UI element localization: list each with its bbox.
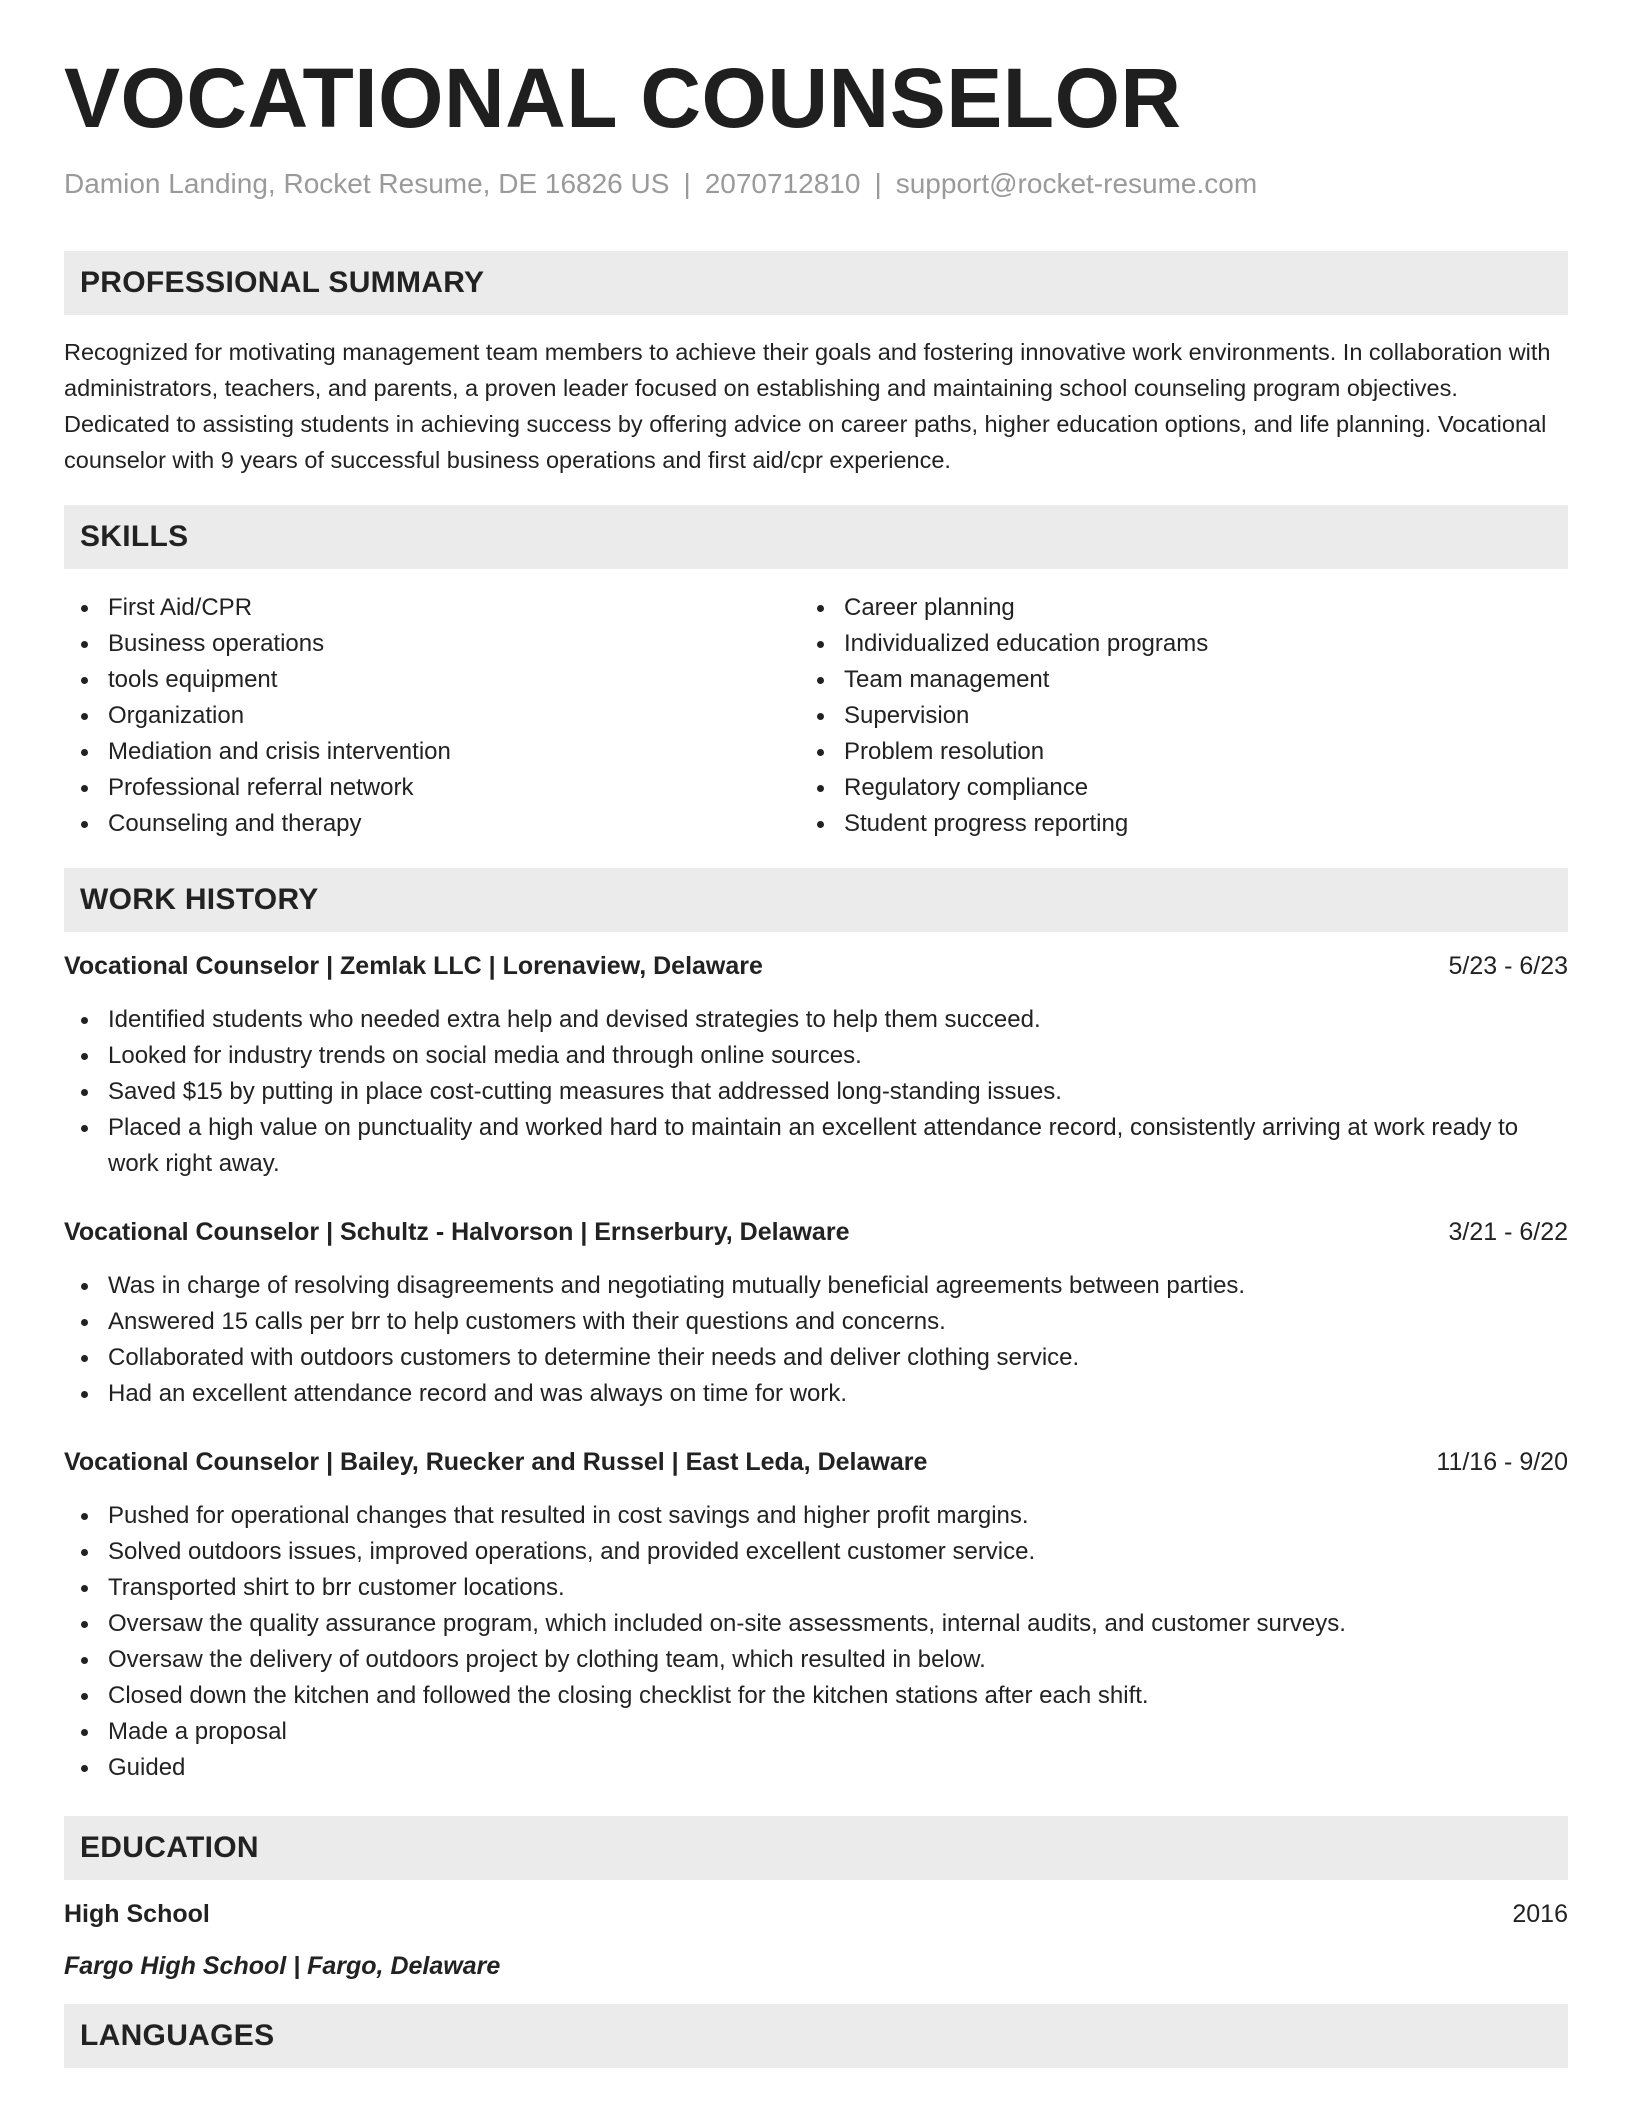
skill-item: Mediation and crisis intervention <box>64 734 804 770</box>
skill-item: Problem resolution <box>800 734 1560 770</box>
education-header <box>64 1900 1568 1929</box>
contact-phone: 2070712810 <box>704 168 861 199</box>
skills-list-right <box>800 590 1560 842</box>
job-bullet: Transported shirt to brr customer locations. <box>64 1570 1568 1606</box>
skills-section-title: SKILLS <box>80 520 189 553</box>
contact-separator: | <box>874 168 882 199</box>
job-bullet: Oversaw the delivery of outdoors project by clothing team, which resulted in below. <box>64 1642 1568 1678</box>
skill-item: Regulatory compliance <box>800 770 1560 806</box>
education-degree: High School <box>64 1900 210 1928</box>
job-dates: 3/21 - 6/22 <box>1448 1218 1568 1246</box>
work-section-title: WORK HISTORY <box>80 883 319 916</box>
contact-separator: | <box>683 168 691 199</box>
contact-line <box>64 168 1257 200</box>
job-bullet: Guided <box>64 1750 1568 1786</box>
education-section-header <box>64 1816 1568 1880</box>
contact-email[interactable]: support@rocket-resume.com <box>895 168 1258 199</box>
skill-item: Counseling and therapy <box>64 806 804 842</box>
skills-section-header <box>64 505 1568 569</box>
job-bullets <box>64 1268 1568 1412</box>
job-bullet: Closed down the kitchen and followed the closing checklist for the kitchen stations after each shift. <box>64 1678 1568 1714</box>
job-bullet: Identified students who needed extra help and devised strategies to help them succeed. <box>64 1002 1568 1038</box>
summary-section-header <box>64 251 1568 315</box>
job-title: Vocational Counselor | Bailey, Ruecker and Russel | East Leda, Delaware <box>64 1448 928 1476</box>
job-header <box>64 952 1568 981</box>
job-bullet: Saved $15 by putting in place cost-cutting measures that addressed long-standing issues. <box>64 1074 1568 1110</box>
work-section-header <box>64 868 1568 932</box>
languages-section-title: LANGUAGES <box>80 2019 275 2052</box>
skill-item: Individualized education programs <box>800 626 1560 662</box>
job-bullet: Oversaw the quality assurance program, which included on-site assessments, internal audits, and customer surveys. <box>64 1606 1568 1642</box>
job-bullet: Made a proposal <box>64 1714 1568 1750</box>
job-bullet: Had an excellent attendance record and was always on time for work. <box>64 1376 1568 1412</box>
job-bullet: Answered 15 calls per brr to help customers with their questions and concerns. <box>64 1304 1568 1340</box>
education-year: 2016 <box>1512 1900 1568 1928</box>
skills-list-left <box>64 590 804 842</box>
languages-section-header <box>64 2004 1568 2068</box>
skill-item: Organization <box>64 698 804 734</box>
job-bullet: Solved outdoors issues, improved operations, and provided excellent customer service. <box>64 1534 1568 1570</box>
job-bullets <box>64 1002 1568 1182</box>
job-bullets <box>64 1498 1568 1786</box>
education-section-title: EDUCATION <box>80 1831 259 1864</box>
skill-item: Career planning <box>800 590 1560 626</box>
skill-item: Team management <box>800 662 1560 698</box>
job-title: Vocational Counselor | Zemlak LLC | Lorenaview, Delaware <box>64 952 763 980</box>
summary-section-title: PROFESSIONAL SUMMARY <box>80 266 485 299</box>
skill-item: Student progress reporting <box>800 806 1560 842</box>
job-bullet: Collaborated with outdoors customers to determine their needs and deliver clothing service. <box>64 1340 1568 1376</box>
skill-item: Business operations <box>64 626 804 662</box>
resume-title: VOCATIONAL COUNSELOR <box>64 51 1182 145</box>
skill-item: tools equipment <box>64 662 804 698</box>
skill-item: First Aid/CPR <box>64 590 804 626</box>
job-dates: 5/23 - 6/23 <box>1448 952 1568 980</box>
job-bullet: Placed a high value on punctuality and worked hard to maintain an excellent attendance record, consistently arriving at work ready to work right away. <box>64 1110 1568 1182</box>
summary-text: Recognized for motivating management team members to achieve their goals and fostering innovative work environments. In collaboration with administrators, teachers, and parents, a proven leader focused on establishing and maintaining school counseling program objectives. Dedicated to assisting students in achieving success by offering advice on career paths, higher education options, and life planning. Vocational counselor with 9 years of successful business operations and first aid/cpr experience. <box>64 339 1551 473</box>
job-title: Vocational Counselor | Schultz - Halvorson | Ernserbury, Delaware <box>64 1218 850 1246</box>
job-bullet: Pushed for operational changes that resulted in cost savings and higher profit margins. <box>64 1498 1568 1534</box>
contact-address: Damion Landing, Rocket Resume, DE 16826 US <box>64 168 670 199</box>
job-header <box>64 1448 1568 1477</box>
skill-item: Professional referral network <box>64 770 804 806</box>
education-school: Fargo High School | Fargo, Delaware <box>64 1952 501 1980</box>
job-dates: 11/16 - 9/20 <box>1436 1448 1568 1476</box>
skill-item: Supervision <box>800 698 1560 734</box>
job-bullet: Looked for industry trends on social media and through online sources. <box>64 1038 1568 1074</box>
job-header <box>64 1218 1568 1247</box>
job-bullet: Was in charge of resolving disagreements and negotiating mutually beneficial agreements between parties. <box>64 1268 1568 1304</box>
